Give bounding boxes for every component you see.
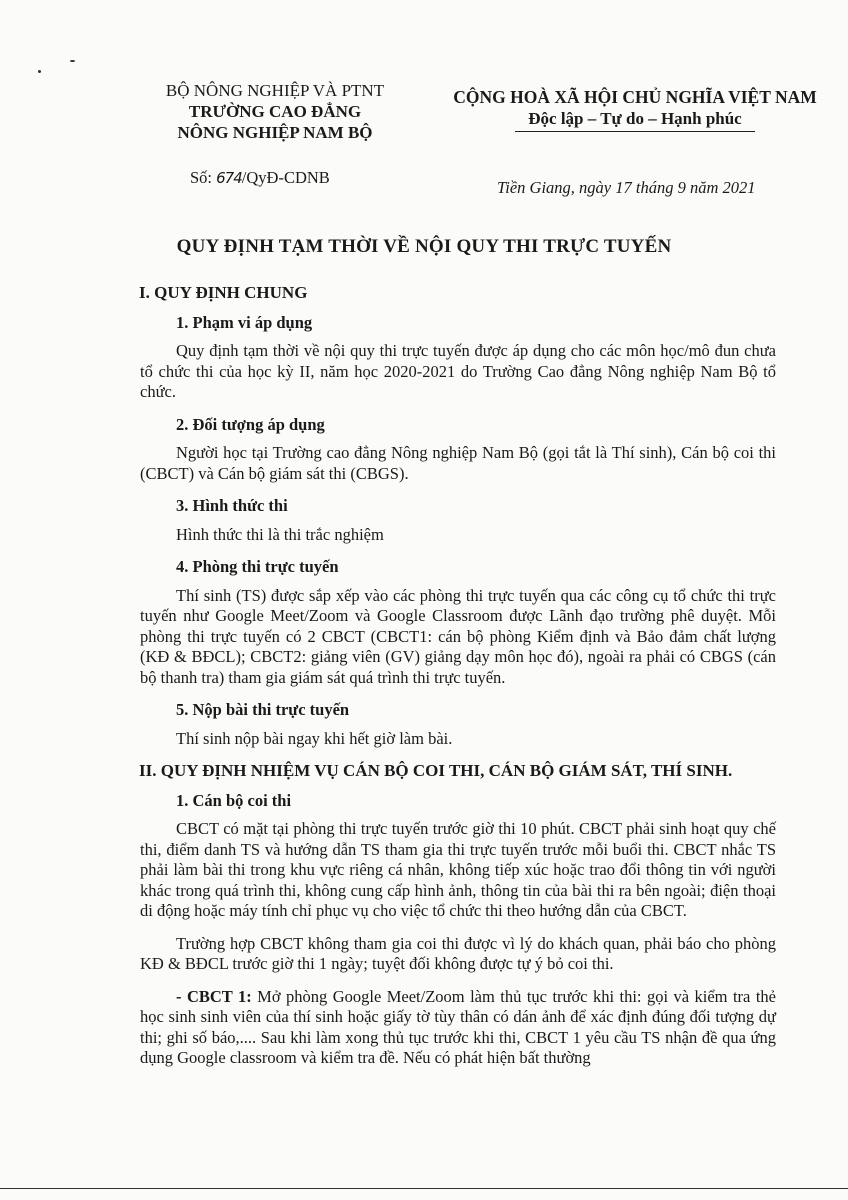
section-1-3-heading: 3. Hình thức thi — [176, 496, 288, 515]
scan-speck — [70, 60, 75, 62]
section-2-1-para2: Trường hợp CBCT không tham gia coi thi được vì lý do khách quan, phải báo cho phòng KĐ & BĐCL trước giờ thi 1 ngày; tuyệt đối không được tự ý bỏ coi thi. — [140, 933, 776, 973]
document-title: QUY ĐỊNH TẠM THỜI VỀ NỘI QUY THI TRỰC TUYẾN — [176, 236, 672, 257]
cbct1-label: - CBCT 1: — [176, 986, 252, 1006]
section-1-5-heading: 5. Nộp bài thi trực tuyến — [176, 700, 350, 719]
section-1-heading: I. QUY ĐỊNH CHUNG — [139, 283, 308, 302]
section-1-1-text: Quy định tạm thời về nội quy thi trực tuyến được áp dụng cho các môn học/mô đun chưa tổ chức thi của học kỳ II, năm học 2020-2021 do Trường Cao đẳng Nông nghiệp Nam Bộ tổ chức. — [140, 341, 776, 401]
section-1-2-heading: 2. Đối tượng áp dụng — [176, 414, 325, 434]
scan-bottom-edge — [0, 1188, 848, 1189]
section-1-3-text: Hình thức thi là thi trắc nghiệm — [176, 524, 384, 544]
document-number — [190, 168, 330, 188]
doc-number-prefix: Số: — [190, 168, 217, 187]
doc-number-suffix: /QyĐ-CDNB — [241, 168, 330, 187]
national-motto: Độc lập – Tự do – Hạnh phúc — [528, 109, 742, 128]
place-date: Tiền Giang, ngày 17 tháng 9 năm 2021 — [497, 178, 756, 197]
section-2-1-heading: 1. Cán bộ coi thi — [176, 790, 292, 810]
section-1-4-text: Thí sinh (TS) được sắp xếp vào các phòng thi trực tuyến qua các công cụ tổ chức thi trực tuyến như Google Meet/Zoom và Google Classroom được Lãnh đạo trường phê duyệt. Mỗi phòng thi trực tuyến có 2 CBCT (CBCT1: cán bộ phòng Kiểm định và Bảo đảm chất lượng (KĐ & BĐCL); CBCT2: giảng viên (GV) giảng dạy môn học đó), ngoài ra phải có CBGS (cán bộ thanh tra) tham gia giám sát quá trình thi trực tuyến. — [140, 585, 776, 687]
issuer-block — [130, 80, 420, 143]
section-2-1-cbct1 — [140, 987, 776, 1069]
national-header — [430, 86, 840, 132]
school-name-line1: TRƯỜNG CAO ĐẲNG — [188, 102, 362, 121]
section-2-1-para1: CBCT có mặt tại phòng thi trực tuyến trước giờ thi 10 phút. CBCT phải sinh hoạt quy chế thi, điểm danh TS và hướng dẫn TS tham gia thi trực tuyến trước mỗi buổi thi. CBCT nhắc TS phải làm bài thi trong khu vực riêng cá nhân, không tiếp xúc hoặc trao đổi thông tin với người khác trong quá trình thi, không cung cấp hình ảnh, thông tin của bài thi ra bên ngoài; điện thoại di động hoặc máy tính chỉ phục vụ cho việc tổ chức thi theo hướng dẫn của CBCT. — [140, 819, 776, 920]
scan-speck — [38, 70, 41, 73]
section-1-4-heading: 4. Phòng thi trực tuyến — [176, 557, 339, 576]
republic-name: CỘNG HOÀ XÃ HỘI CHỦ NGHĨA VIỆT NAM — [453, 87, 817, 107]
school-name-line2: NÔNG NGHIỆP NAM BỘ — [177, 123, 373, 142]
doc-number-handwritten: 674 — [216, 169, 242, 187]
section-2-heading: II. QUY ĐỊNH NHIỆM VỤ CÁN BỘ COI THI, CÁN BỘ GIÁM SÁT, THÍ SINH. — [139, 761, 733, 780]
section-1-5-text: Thí sinh nộp bài ngay khi hết giờ làm bài. — [176, 728, 453, 748]
section-1-1-heading: 1. Phạm vi áp dụng — [176, 312, 313, 332]
ministry-name: BỘ NÔNG NGHIỆP VÀ PTNT — [165, 81, 385, 100]
motto-underline — [515, 131, 755, 132]
section-1-2-text: Người học tại Trường cao đẳng Nông nghiệp Nam Bộ (gọi tắt là Thí sinh), Cán bộ coi thi (CBCT) và Cán bộ giám sát thi (CBGS). — [140, 443, 776, 483]
document-body — [140, 283, 776, 1081]
cbct1-text: Mở phòng Google Meet/Zoom làm thủ tục trước khi thi: gọi và kiểm tra thẻ học sinh sinh viên của thí sinh hoặc giấy tờ tùy thân có dán ảnh để xác định đúng đối tượng dự thi; ghi số báo,.... Sau khi làm xong thủ tục trước khi thi, CBCT 1 yêu cầu TS nhận đề qua ứng dụng Google classroom và kiểm tra đề. Nếu có phát hiện bất thường — [140, 986, 776, 1067]
